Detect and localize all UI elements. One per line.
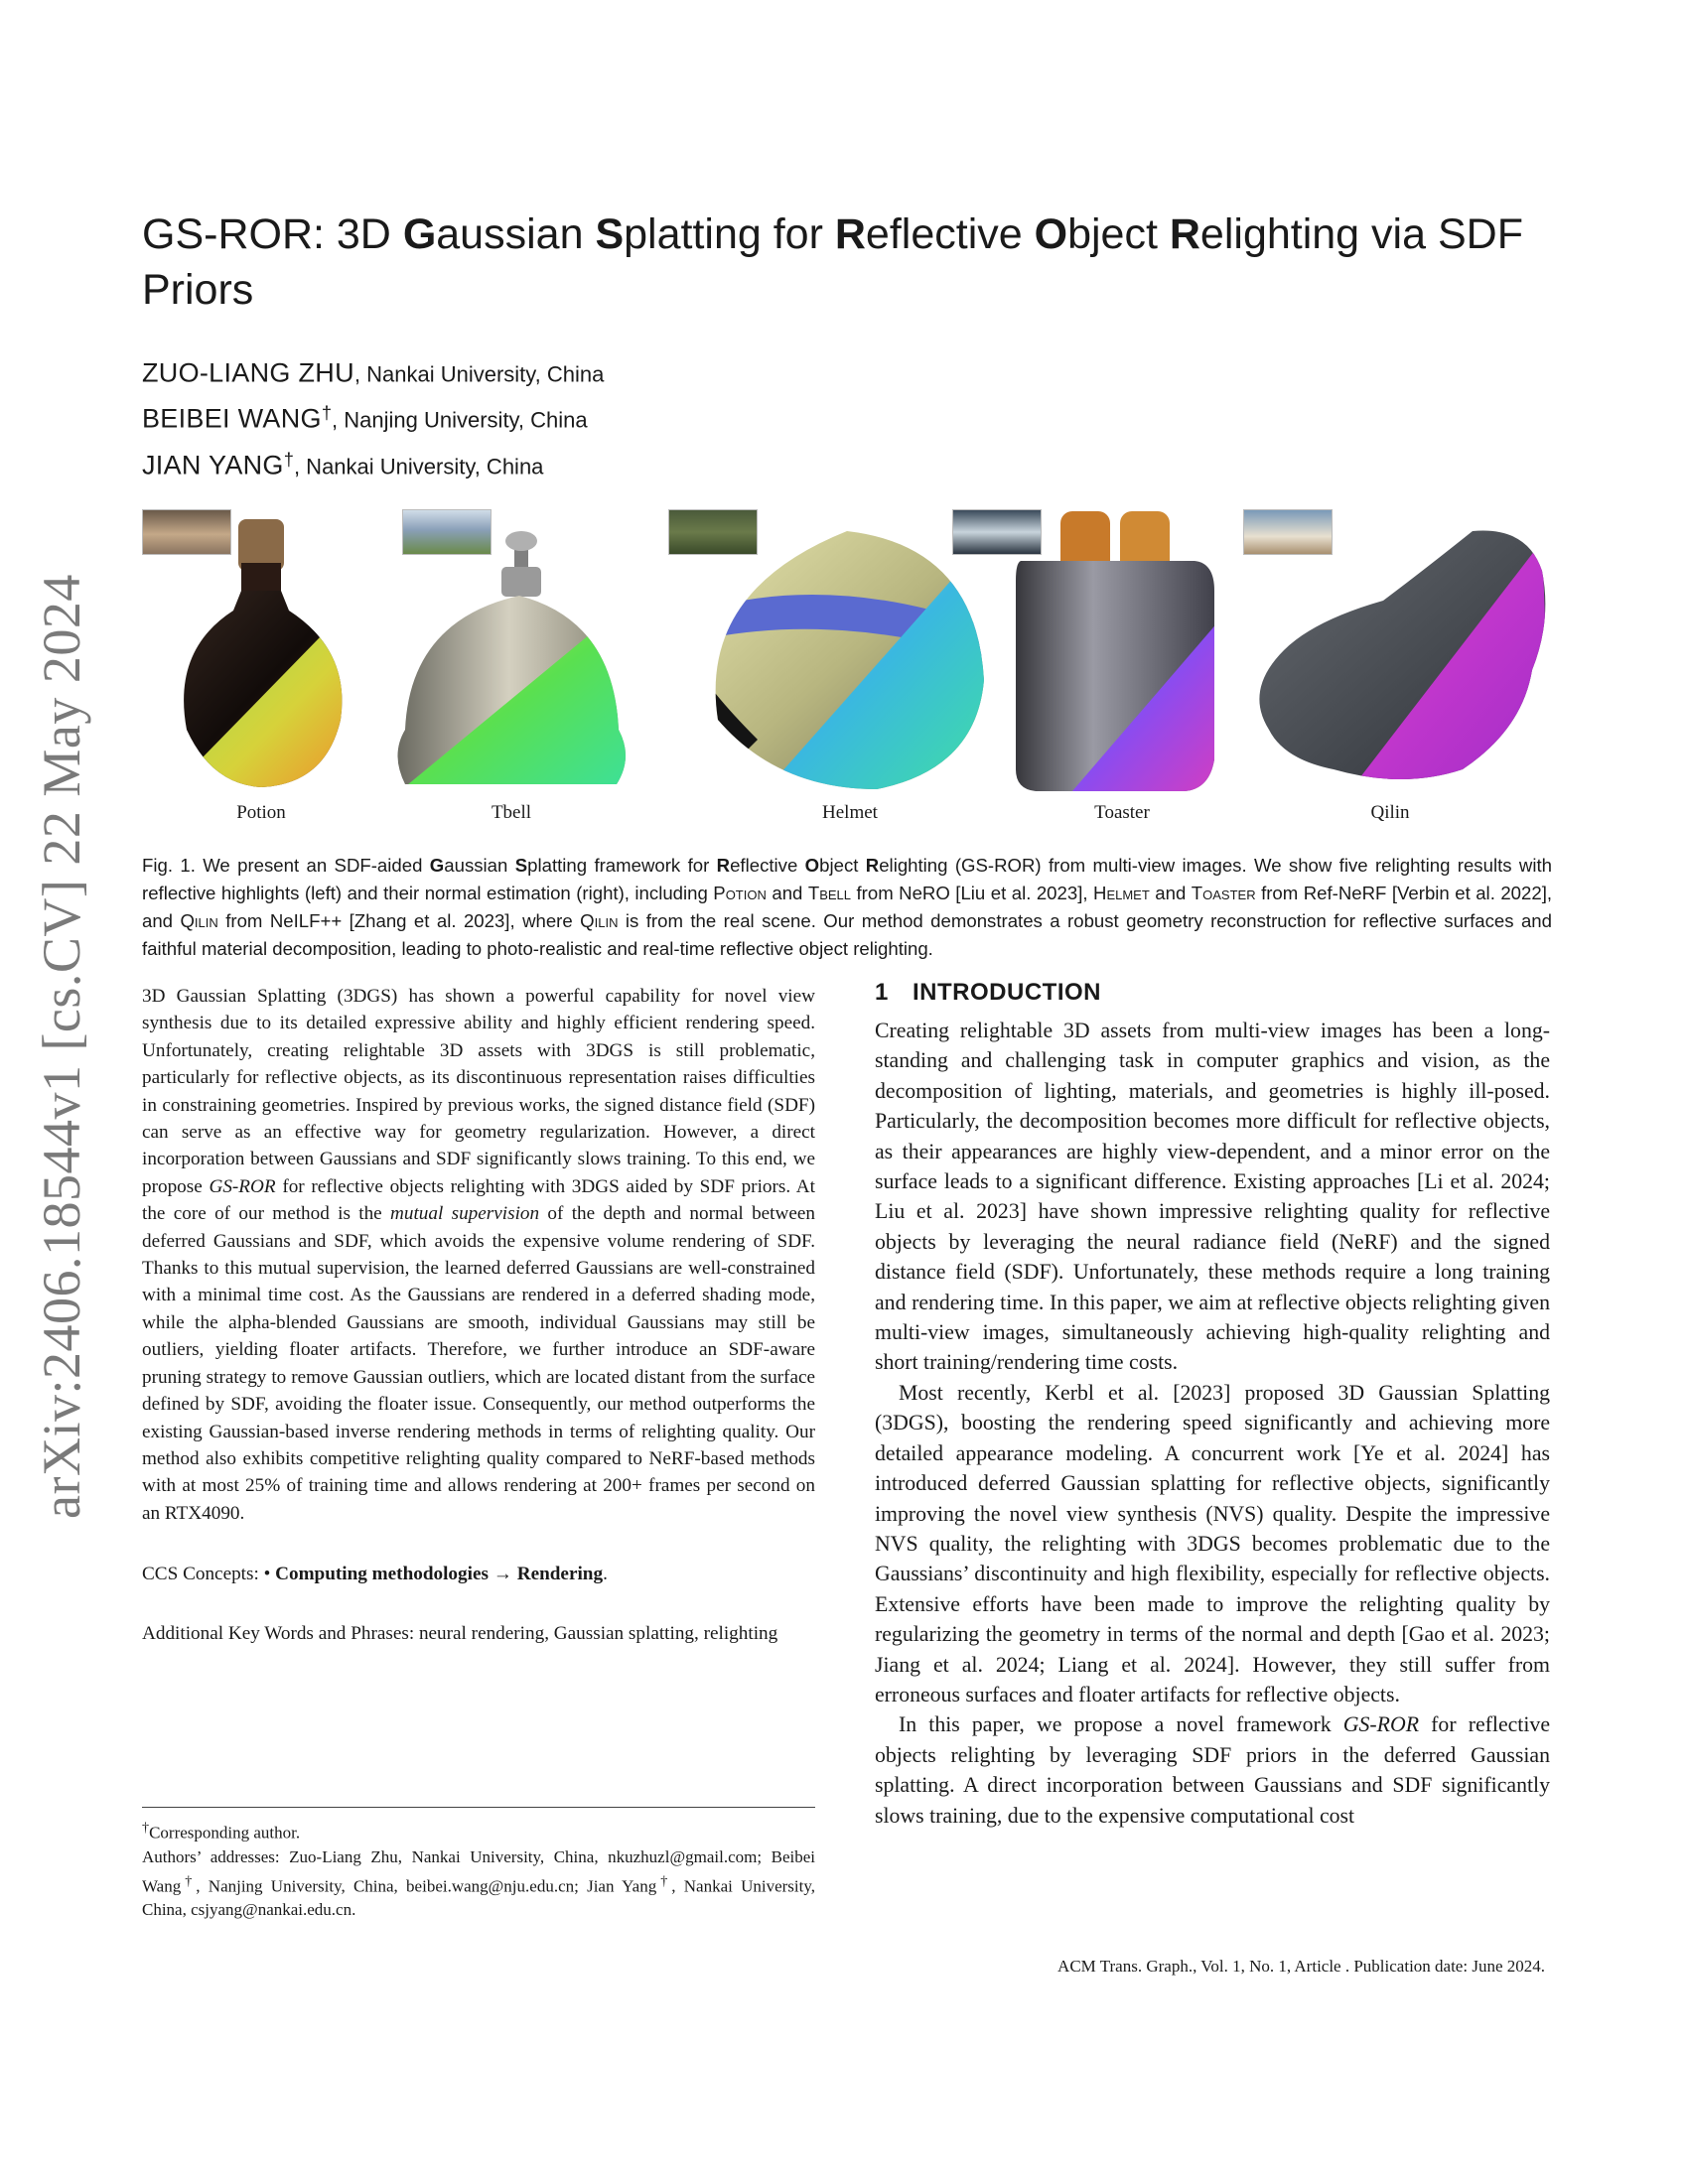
right-column xyxy=(875,978,1550,1831)
footnotes xyxy=(142,1807,815,1922)
arxiv-stamp: arXiv:2406.18544v1 [cs.CV] 22 May 2024 xyxy=(32,574,91,1519)
corresponding-author-note: †Corresponding author. xyxy=(142,1820,301,1843)
figure-label: Potion xyxy=(236,802,286,823)
env-map-thumbnail xyxy=(668,509,758,555)
figure-item xyxy=(761,501,939,824)
abstract: 3D Gaussian Splatting (3DGS) has shown a powerful capability for novel view synthesis due to its detailed expressive ability and highly efficient rendering speed. Unfortunately, creating relightable 3D assets with 3DGS is still problematic, particularly for reflective objects, as its discontinuous representation raises difficulties in constraining geometries. Inspired by previous works, the signed distance field (SDF) can serve as an effective way for geometry regularization. However, a direct incorporation between Gaussians and SDF significantly slows training. To this end, we propose GS-ROR for reflective objects relighting with 3DGS aided by SDF priors. At the core of our method is the mutual supervision of the depth and normal between deferred Gaussians and SDF, which avoids the expensive volume rendering of SDF. Thanks to this mutual supervision, the learned deferred Gaussians are well-constrained with a minimal time cost. As the Gaussians are rendered in a deferred shading mode, while the alpha-blended Gaussians are smooth, individual Gaussians may still be outliers, yielding floater artifacts. Therefore, we further introduce an SDF-aware pruning strategy to remove Gaussian outliers, which are located distant from the surface defined by SDF, avoiding the floater issue. Consequently, our method outperforms the existing Gaussian-based inverse rendering methods in terms of relighting quality. Our method also exhibits competitive relighting quality compared to NeRF-based methods with at most 25% of training time and allows rendering at 200+ frames per second on an RTX4090. xyxy=(142,986,815,1524)
env-map-thumbnail xyxy=(952,509,1042,555)
figure-item xyxy=(422,501,601,824)
journal-footer: ACM Trans. Graph., Vol. 1, No. 1, Article . Publication date: June 2024. xyxy=(1057,1957,1545,1976)
figure-caption: Fig. 1. We present an SDF-aided Gaussian Splatting framework for Reflective Object Relighting (GS-ROR) from multi-view images. We show five relighting results with reflective highlights (left) and their normal estimation (right), including Potion and Tbell from NeRO [Liu et al. 2023], Helmet and Toaster from Ref-NeRF [Verbin et al. 2022], and Qilin from NeILF++ [Zhang et al. 2023], where Qilin is from the real scene. Our method demonstrates a robust geometry reconstruction for reflective surfaces and faithful material decomposition, leading to photo-realistic and real-time reflective object relighting. xyxy=(142,855,1553,959)
figure-label: Tbell xyxy=(491,802,532,823)
author-entry: BEIBEI WANG†, Nanjing University, China xyxy=(142,402,588,434)
teaser-figure xyxy=(142,501,1552,824)
figure-label: Qilin xyxy=(1370,802,1410,823)
figure-item xyxy=(172,501,351,824)
paragraph: In this paper, we propose a novel framework GS-ROR for reflective objects relighting by leveraging SDF priors in the deferred Gaussian splatting. A direct incorporation between Gaussians and SDF significantly slows training, due to the expensive computational cost xyxy=(875,1712,1550,1828)
figure-label: Helmet xyxy=(822,802,878,823)
section-heading: 1 INTRODUCTION xyxy=(875,979,1101,1006)
author-list xyxy=(142,347,1036,485)
keywords: Additional Key Words and Phrases: neural rendering, Gaussian splatting, relighting xyxy=(142,1623,778,1645)
author-addresses: Authors’ addresses: Zuo-Liang Zhu, Nankai University, China, nkuzhuzl@gmail.com; Beibei Wang†, Nanjing University, China, beibei.wang@nju.edu.cn; Jian Yang†, Nankai University, China, csjyang@nankai.edu.cn. xyxy=(142,1846,816,1920)
figure-label: Toaster xyxy=(1094,802,1150,823)
paragraph: Most recently, Kerbl et al. [2023] proposed 3D Gaussian Splatting (3DGS), boosting the rendering speed significantly and achieving more detailed appearance modeling. A concurrent work [Ye et al. 2024] has introduced deferred Gaussian splatting for reflective objects, significantly improving the novel view synthesis (NVS) quality. Despite the impressive NVS quality, the relighting with 3DGS becomes problematic due to the Gaussians’ discontinuity and high flexibility, especially for reflective objects. Extensive efforts have been made to improve the relighting quality by regularizing the geometry in terms of the normal and depth [Gao et al. 2023; Jiang et al. 2024; Liang et al. 2024]. However, they still suffer from erroneous surfaces and floater artifacts for reflective objects. xyxy=(875,1380,1550,1706)
author-entry: JIAN YANG†, Nankai University, China xyxy=(142,448,544,479)
paragraph: Creating relightable 3D assets from multi-view images has been a long-standing and challenging task in computer graphics and vision, as the decomposition of lighting, materials, and geometries is highly ill-posed. Particularly, the decomposition becomes more difficult for reflective objects, as their appearances are highly view-dependent, and a minor error on the surface leads to a significant difference. Existing approaches [Li et al. 2024; Liu et al. 2023] have shown impressive relighting quality for reflective objects by leveraging the neural radiance field (NeRF) and the signed distance field (SDF). Unfortunately, these methods require a long training and rendering time. In this paper, we aim at reflective objects relighting given multi-view images, simultaneously achieving high-quality relighting and short training/rendering time costs. xyxy=(875,1019,1550,1375)
left-column xyxy=(142,983,815,1649)
introduction-body xyxy=(875,1016,1550,1831)
ccs-concepts: CCS Concepts: • Computing methodologies → Rendering. xyxy=(142,1564,608,1585)
paper-title: GS-ROR: 3D Gaussian Splatting for Reflective Object Relighting via SDF Priors xyxy=(142,210,1523,314)
author-entry: ZUO-LIANG ZHU, Nankai University, China xyxy=(142,357,605,388)
figure-item xyxy=(1301,501,1479,824)
figure-item xyxy=(1033,501,1211,824)
